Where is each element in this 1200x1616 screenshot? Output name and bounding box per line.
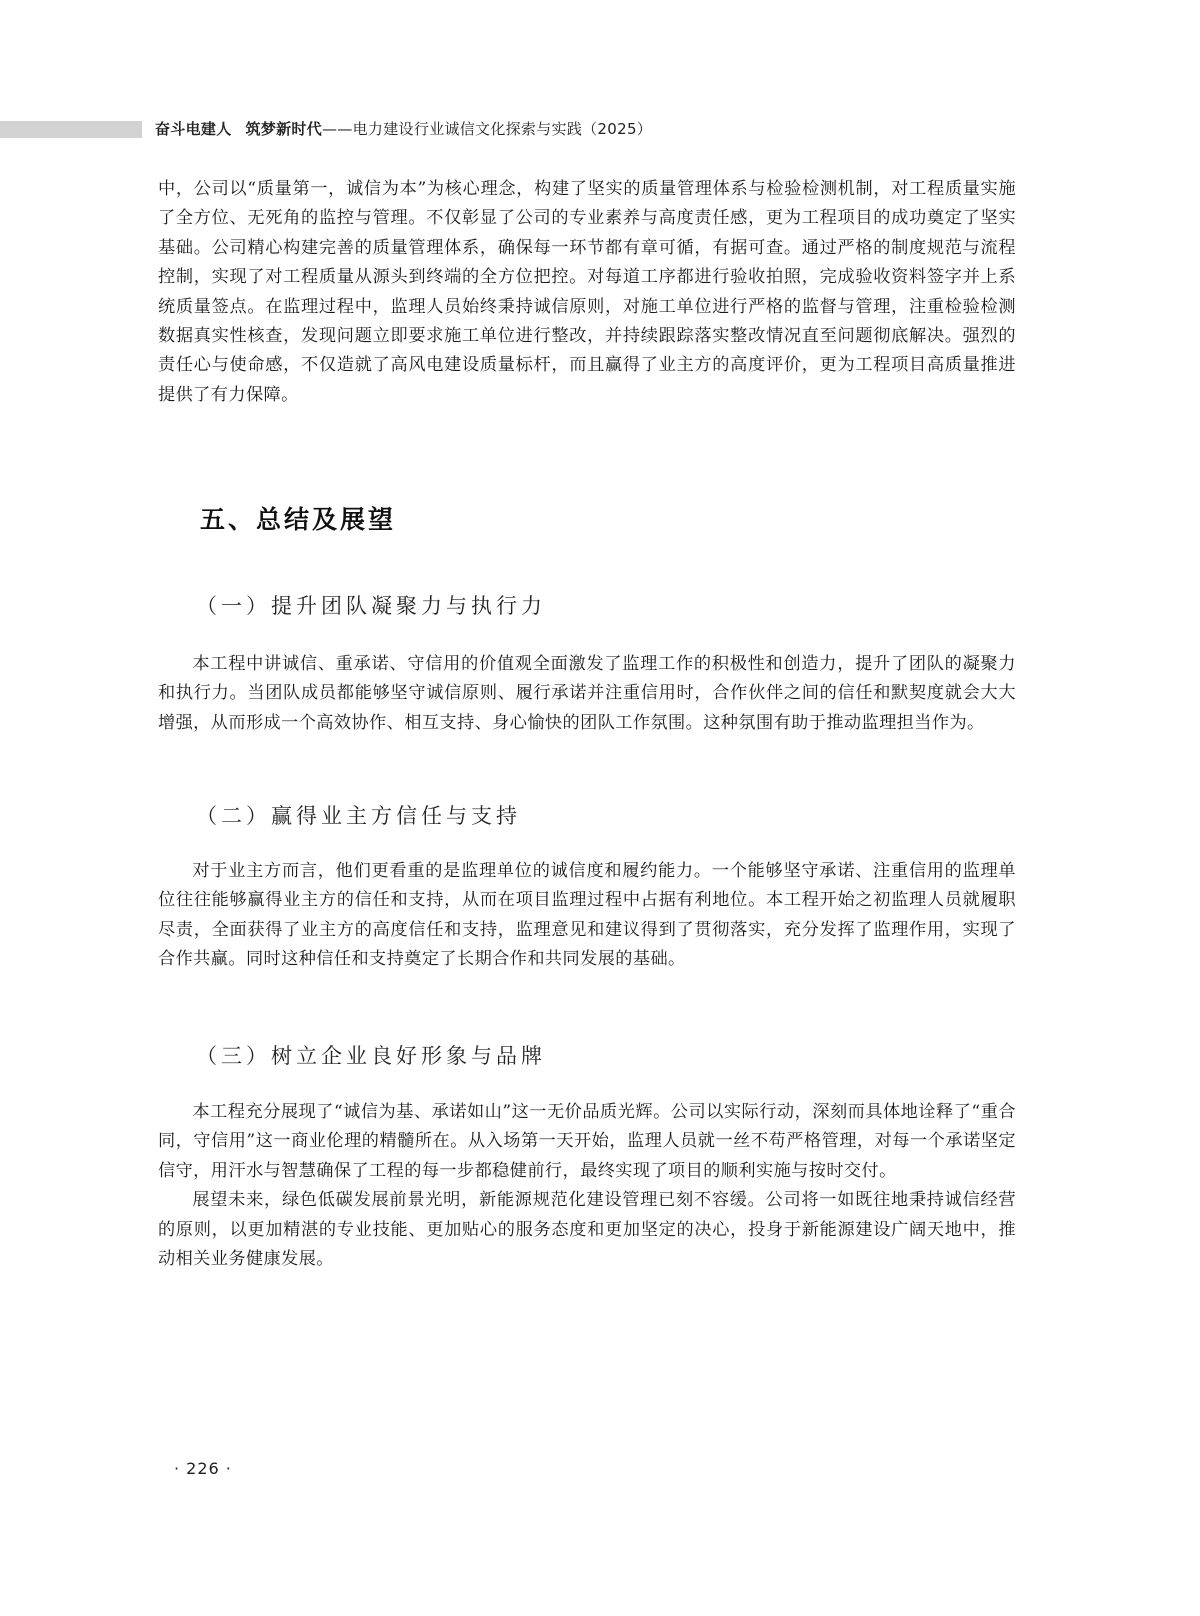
paragraph: 展望未来，绿色低碳发展前景光明，新能源规范化建设管理已刻不容缓。公司将一如既往地秉持诚信经营的原则，以更加精湛的专业技能、更加贴心的服务态度和更加坚定的决心，投身于新能源建设广阔天地中，推动相关业务健康发展。 [158,1190,1016,1270]
subsection-heading-3: （三）树立企业良好形象与品牌 [196,1044,546,1068]
paragraph: 本工程充分展现了“诚信为基、承诺如山”这一无价品质光辉。公司以实际行动，深刻而具体地诠释了“重合同，守信用”这一商业伦理的精髓所在。从入场第一天开始，监理人员就一丝不苟严格管理，对每一个承诺坚定信守，用汗水与智慧确保了工程的每一步都稳健前行，最终实现了项目的顺利实施与按时交付。 [158,1102,1016,1181]
subsection-body-2 [158,857,1016,975]
intro-paragraph: 中，公司以“质量第一，诚信为本”为核心理念，构建了坚实的质量管理体系与检验检测机制，对工程质量实施了全方位、无死角的监控与管理。不仅彰显了公司的专业素养与高度责任感，更为工程项目的成功奠定了坚实基础。公司精心构建完善的质量管理体系，确保每一环节都有章可循，有据可查。通过严格的制度规范与流程控制，实现了对工程质量从源头到终端的全方位把控。对每道工序都进行验收拍照，完成验收资料签字并上系统质量签点。在监理过程中，监理人员始终秉持诚信原则，对施工单位进行严格的监督与管理，注重检验检测数据真实性核查，发现问题立即要求施工单位进行整改，并持续跟踪落实整改情况直至问题彻底解决。强烈的责任心与使命感，不仅造就了高风电建设质量标杆，而且赢得了业主方的高度评价，更为工程项目高质量推进提供了有力保障。 [158,179,1016,405]
subsection-body-3 [158,1098,1016,1274]
section-title: 五、总结及展望 [200,505,397,534]
page-number: · 226 · [174,1459,232,1478]
subsection-heading-1: （一）提升团队凝聚力与执行力 [196,594,546,618]
running-header [155,118,652,139]
paragraph: 本工程中讲诚信、重承诺、守信用的价值观全面激发了监理工作的积极性和创造力，提升了团队的凝聚力和执行力。当团队成员都能够坚守诚信原则、履行承诺并注重信用时，合作伙伴之间的信任和默契度就会大大增强，从而形成一个高效协作、相互支持、身心愉快的团队工作氛围。这种氛围有助于推动监理担当作为。 [158,654,1016,733]
subsection-body-1 [158,650,1016,738]
subsection-heading-2: （二）赢得业主方信任与支持 [196,804,521,828]
intro-block [158,175,1016,410]
header-title-part2: 筑梦新时代 [245,120,323,138]
paragraph: 对于业主方而言，他们更看重的是监理单位的诚信度和履约能力。一个能够坚守承诺、注重信用的监理单位往往能够赢得业主方的信任和支持，从而在项目监理过程中占据有利地位。本工程开始之初监理人员就履职尽责，全面获得了业主方的高度信任和支持，监理意见和建议得到了贯彻落实，充分发挥了监理作用，实现了合作共赢。同时这种信任和支持奠定了长期合作和共同发展的基础。 [158,861,1016,970]
header-subtitle: ——电力建设行业诚信文化探索与实践（2025） [322,120,653,138]
header-gray-bar [0,121,142,138]
header-title-part1: 奋斗电建人 [155,120,232,138]
